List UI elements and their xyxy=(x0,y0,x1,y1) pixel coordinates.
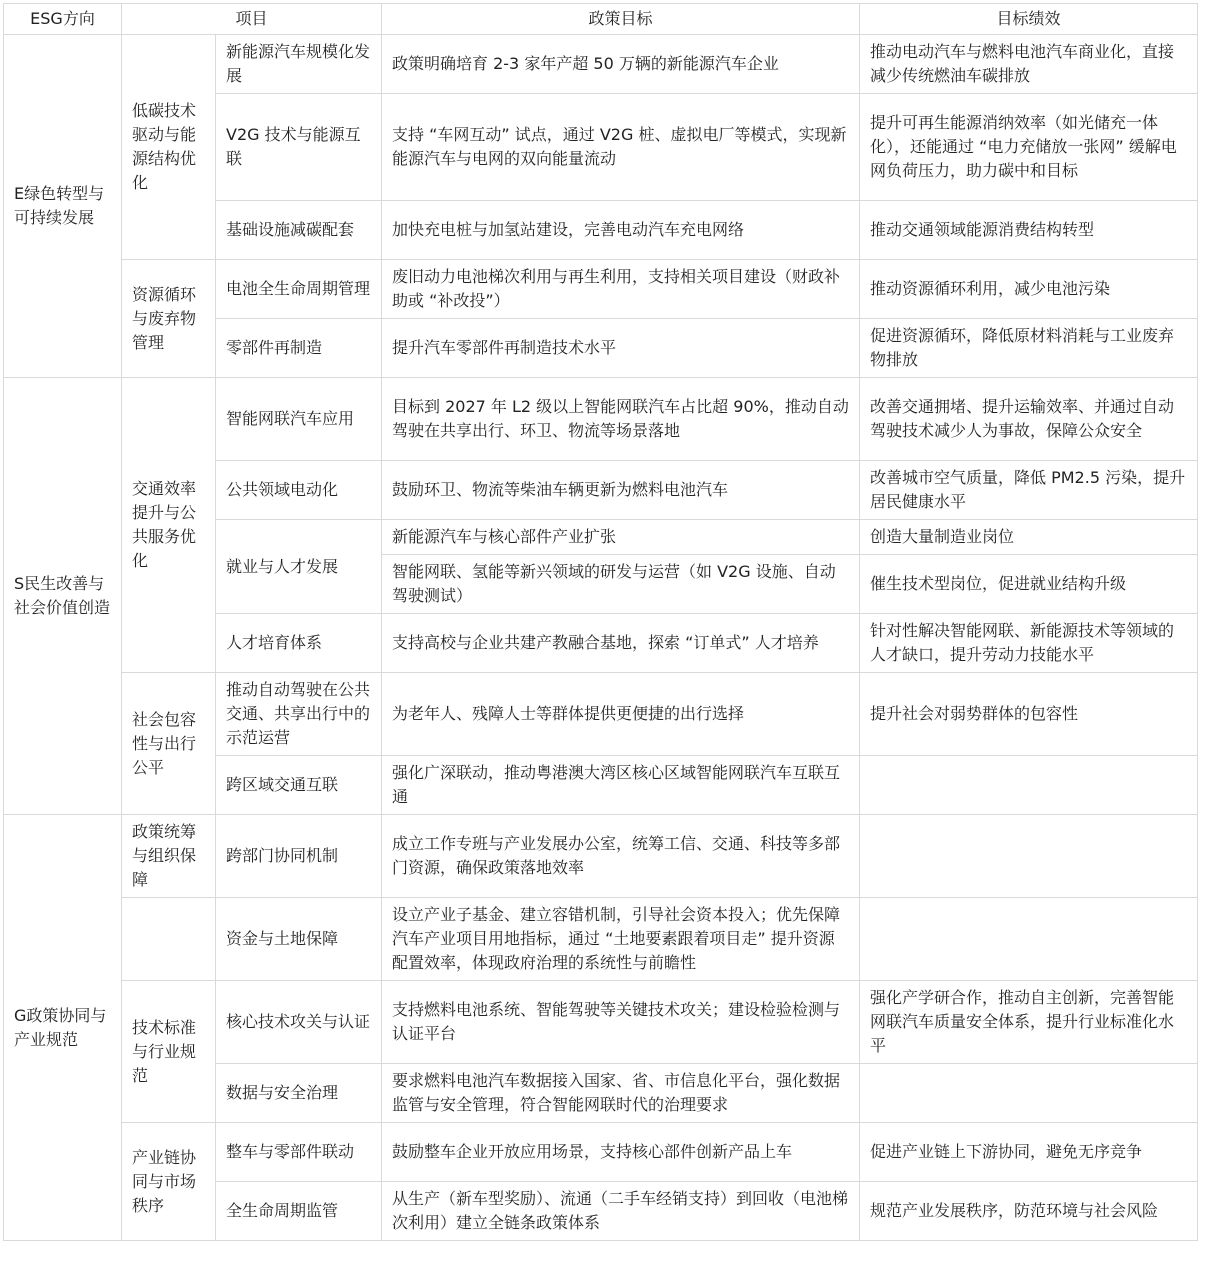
item-cell: 推动自动驾驶在公共交通、共享出行中的示范运营 xyxy=(216,673,382,756)
item-cell: 跨区域交通互联 xyxy=(216,756,382,815)
item-cell: 跨部门协同机制 xyxy=(216,815,382,898)
item-cell: 电池全生命周期管理 xyxy=(216,260,382,319)
perf-cell: 强化产学研合作，推动自主创新，完善智能网联汽车质量安全体系，提升行业标准化水平 xyxy=(860,981,1198,1064)
perf-cell xyxy=(860,815,1198,898)
header-row xyxy=(4,4,1198,35)
perf-cell: 催生技术型岗位，促进就业结构升级 xyxy=(860,555,1198,614)
item-cell: 资金与土地保障 xyxy=(216,898,382,981)
esg-dimension: E绿色转型与可持续发展 xyxy=(4,35,122,378)
policy-cell: 鼓励整车企业开放应用场景，支持核心部件创新产品上车 xyxy=(382,1123,860,1182)
policy-cell: 目标到 2027 年 L2 级以上智能网联汽车占比超 90%，推动自动驾驶在共享出行、环卫、物流等场景落地 xyxy=(382,378,860,461)
policy-cell: 要求燃料电池汽车数据接入国家、省、市信息化平台，强化数据监管与安全管理，符合智能网联时代的治理要求 xyxy=(382,1064,860,1123)
item-cell: V2G 技术与能源互联 xyxy=(216,94,382,201)
group-cell: 资源循环与废弃物管理 xyxy=(122,260,216,378)
item-cell: 核心技术攻关与认证 xyxy=(216,981,382,1064)
perf-cell: 提升社会对弱势群体的包容性 xyxy=(860,673,1198,756)
item-cell: 基础设施减碳配套 xyxy=(216,201,382,260)
perf-cell xyxy=(860,1064,1198,1123)
item-cell: 零部件再制造 xyxy=(216,319,382,378)
policy-cell: 鼓励环卫、物流等柴油车辆更新为燃料电池汽车 xyxy=(382,461,860,520)
perf-cell: 促进产业链上下游协同，避免无序竞争 xyxy=(860,1123,1198,1182)
table-row xyxy=(4,673,1198,756)
group-cell: 政策统筹与组织保障 xyxy=(122,815,216,898)
item-cell: 就业与人才发展 xyxy=(216,520,382,614)
perf-cell: 推动交通领域能源消费结构转型 xyxy=(860,201,1198,260)
group-cell: 低碳技术驱动与能源结构优化 xyxy=(122,35,216,260)
policy-cell: 智能网联、氢能等新兴领域的研发与运营（如 V2G 设施、自动驾驶测试） xyxy=(382,555,860,614)
item-cell: 新能源汽车规模化发展 xyxy=(216,35,382,94)
item-cell: 全生命周期监管 xyxy=(216,1182,382,1241)
perf-cell: 推动资源循环利用，减少电池污染 xyxy=(860,260,1198,319)
policy-cell: 废旧动力电池梯次利用与再生利用，支持相关项目建设（财政补助或 “补改投”） xyxy=(382,260,860,319)
header-item: 项目 xyxy=(122,4,382,35)
perf-cell xyxy=(860,898,1198,981)
header-policy: 政策目标 xyxy=(382,4,860,35)
header-perf: 目标绩效 xyxy=(860,4,1198,35)
perf-cell: 针对性解决智能网联、新能源技术等领域的人才缺口，提升劳动力技能水平 xyxy=(860,614,1198,673)
esg-dimension: G政策协同与产业规范 xyxy=(4,815,122,1241)
group-cell: 产业链协同与市场秩序 xyxy=(122,1123,216,1241)
esg-dimension: S民生改善与社会价值创造 xyxy=(4,378,122,815)
policy-cell: 支持 “车网互动” 试点，通过 V2G 桩、虚拟电厂等模式，实现新能源汽车与电网的双向能量流动 xyxy=(382,94,860,201)
perf-cell: 提升可再生能源消纳效率（如光储充一体化），还能通过 “电力充储放一张网” 缓解电网负荷压力，助力碳中和目标 xyxy=(860,94,1198,201)
table-row xyxy=(4,35,1198,94)
policy-cell: 为老年人、残障人士等群体提供更便捷的出行选择 xyxy=(382,673,860,756)
table-row xyxy=(4,1123,1198,1182)
table-row xyxy=(4,815,1198,898)
header-esg: ESG方向 xyxy=(4,4,122,35)
perf-cell: 促进资源循环，降低原材料消耗与工业废弃物排放 xyxy=(860,319,1198,378)
group-cell: 交通效率提升与公共服务优化 xyxy=(122,378,216,673)
item-cell: 公共领域电动化 xyxy=(216,461,382,520)
table-row xyxy=(4,898,1198,981)
perf-cell: 规范产业发展秩序，防范环境与社会风险 xyxy=(860,1182,1198,1241)
policy-cell: 从生产（新车型奖励）、流通（二手车经销支持）到回收（电池梯次利用）建立全链条政策体系 xyxy=(382,1182,860,1241)
table-row xyxy=(4,260,1198,319)
policy-cell: 加快充电桩与加氢站建设，完善电动汽车充电网络 xyxy=(382,201,860,260)
group-cell: 社会包容性与出行公平 xyxy=(122,673,216,815)
item-cell: 智能网联汽车应用 xyxy=(216,378,382,461)
perf-cell: 改善城市空气质量，降低 PM2.5 污染，提升居民健康水平 xyxy=(860,461,1198,520)
table-row xyxy=(4,981,1198,1064)
table-row xyxy=(4,378,1198,461)
group-cell: 技术标准与行业规范 xyxy=(122,981,216,1123)
perf-cell xyxy=(860,756,1198,815)
perf-cell: 改善交通拥堵、提升运输效率、并通过自动驾驶技术减少人为事故，保障公众安全 xyxy=(860,378,1198,461)
item-cell: 数据与安全治理 xyxy=(216,1064,382,1123)
policy-cell: 支持高校与企业共建产教融合基地，探索 “订单式” 人才培养 xyxy=(382,614,860,673)
policy-cell: 强化广深联动，推动粤港澳大湾区核心区域智能网联汽车互联互通 xyxy=(382,756,860,815)
policy-cell: 提升汽车零部件再制造技术水平 xyxy=(382,319,860,378)
perf-cell: 推动电动汽车与燃料电池汽车商业化，直接减少传统燃油车碳排放 xyxy=(860,35,1198,94)
esg-policy-table xyxy=(3,3,1198,1241)
policy-cell: 支持燃料电池系统、智能驾驶等关键技术攻关；建设检验检测与认证平台 xyxy=(382,981,860,1064)
policy-cell: 政策明确培育 2-3 家年产超 50 万辆的新能源汽车企业 xyxy=(382,35,860,94)
item-cell: 人才培育体系 xyxy=(216,614,382,673)
item-cell: 整车与零部件联动 xyxy=(216,1123,382,1182)
perf-cell: 创造大量制造业岗位 xyxy=(860,520,1198,555)
policy-cell: 设立产业子基金、建立容错机制，引导社会资本投入；优先保障汽车产业项目用地指标，通过 “土地要素跟着项目走” 提升资源配置效率，体现政府治理的系统性与前瞻性 xyxy=(382,898,860,981)
policy-cell: 成立工作专班与产业发展办公室，统筹工信、交通、科技等多部门资源，确保政策落地效率 xyxy=(382,815,860,898)
policy-cell: 新能源汽车与核心部件产业扩张 xyxy=(382,520,860,555)
group-cell-empty xyxy=(122,898,216,981)
